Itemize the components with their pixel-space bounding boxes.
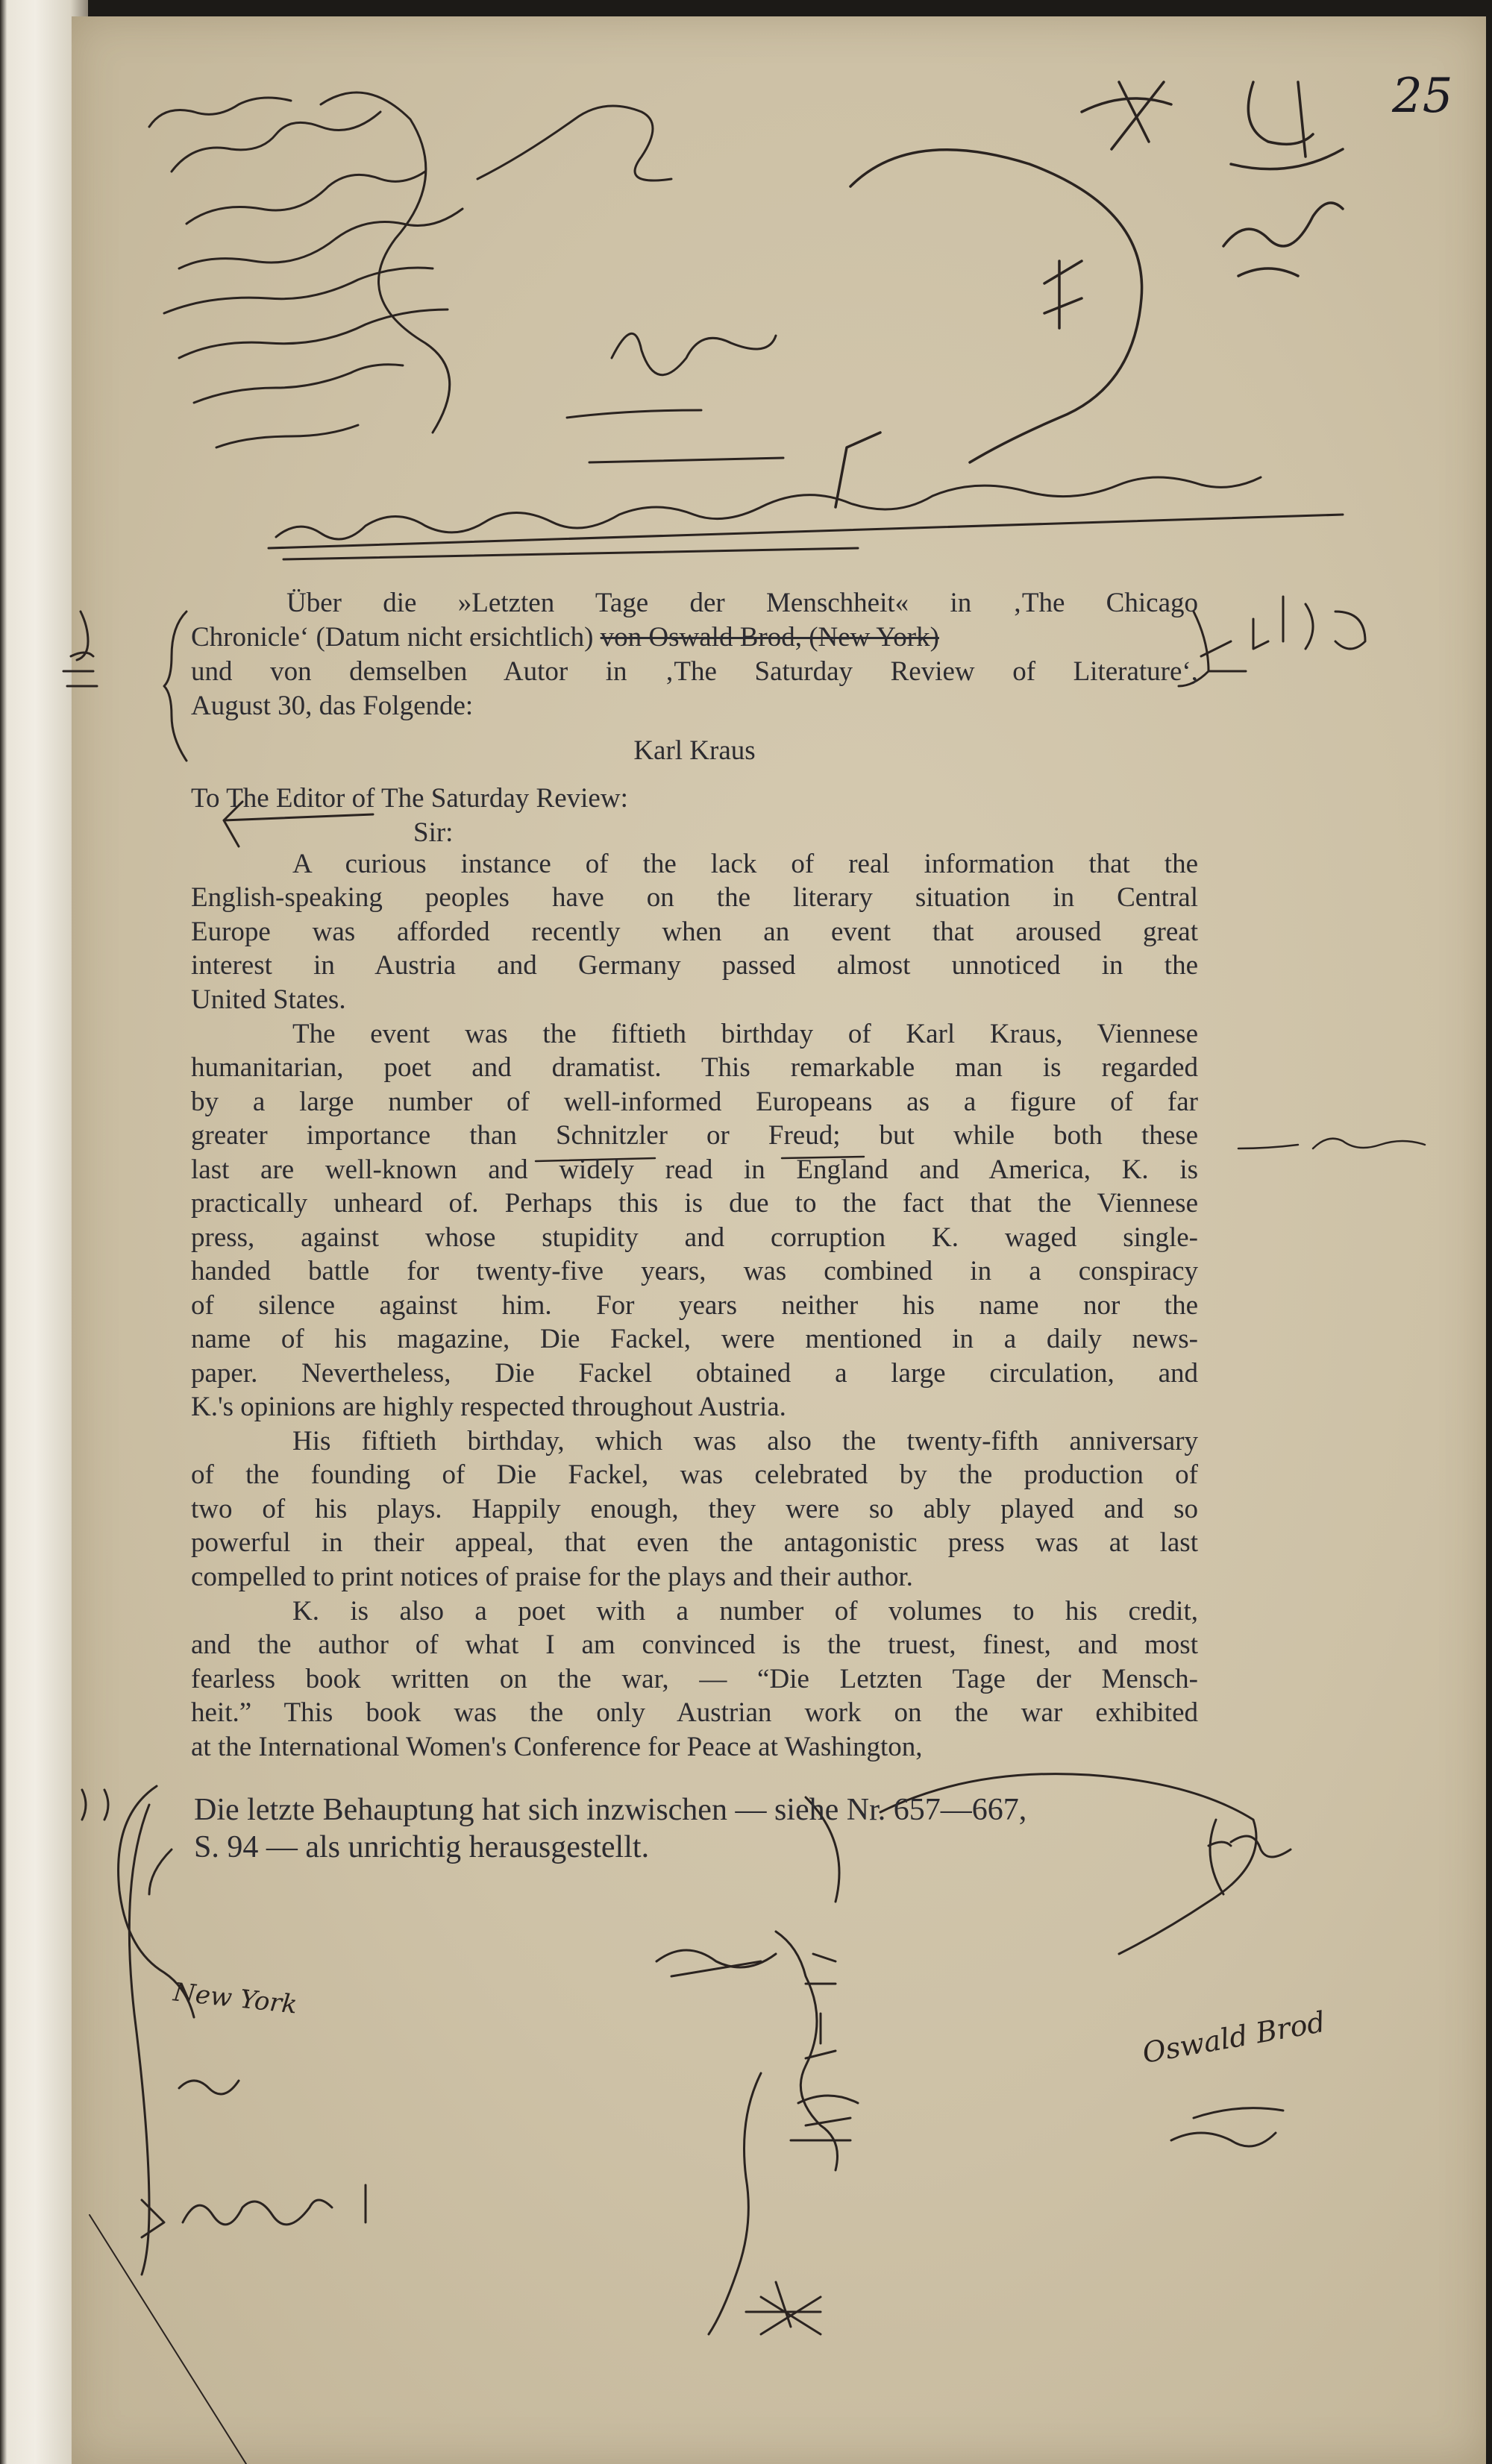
- p3-line-2: of the founding of Die Fackel, was celebrated by the production of: [191, 1459, 1198, 1490]
- heading-line-1: Über die »Letzten Tage der Menschheit« in ‚The Chicago: [286, 588, 1198, 618]
- p4-line-1: K. is also a poet with a number of volumes to his credit,: [292, 1596, 1198, 1627]
- right-margin-marks: [1179, 597, 1365, 686]
- p2-line-1: The event was the fiftieth birthday of Karl Kraus, Viennese: [292, 1019, 1198, 1049]
- handwritten-new-york: New York: [172, 1977, 299, 2020]
- scribbled-notes-top-left: [149, 92, 783, 462]
- heading-line-3: und von demselben Autor in ‚The Saturday Review of Literature‘,: [191, 656, 1198, 687]
- p3-line-3: two of his plays. Happily enough, they were so ably played and so: [191, 1494, 1198, 1524]
- handwritten-oswald-brod: Oswald Brod: [1140, 2005, 1328, 2070]
- p2-line-5: last are well-known and widely read in England and America, K. is: [191, 1154, 1198, 1185]
- p2-line-9: of silence against him. For years neither his name nor the: [191, 1290, 1198, 1321]
- p2-line-6: practically unheard of. Perhaps this is due to the fact that the Viennese: [191, 1188, 1198, 1219]
- p4-line-5: at the International Women's Conference for Peace at Washington,: [191, 1732, 923, 1762]
- page-number: 25: [1392, 69, 1453, 124]
- p2-line-3: by a large number of well-informed Europeans as a figure of far: [191, 1087, 1198, 1117]
- p1-line-4: interest in Austria and Germany passed almost unnoticed in the: [191, 950, 1198, 981]
- p2-line-4: greater importance than Schnitzler or Freud; but while both these: [191, 1120, 1198, 1151]
- p2-line-7: press, against whose stupidity and corruption K. waged single-: [191, 1222, 1198, 1253]
- heading-line-2: [191, 620, 1198, 655]
- page-fold-line: [90, 2215, 246, 2464]
- p2-line-10: name of his magazine, Die Fackel, were mentioned in a daily news-: [191, 1324, 1198, 1354]
- p1-line-3: Europe was afforded recently when an event that aroused great: [191, 917, 1198, 947]
- footnote-line-2: S. 94 — als unrichtig herausgestellt.: [194, 1830, 650, 1864]
- heading-struck-author: von Oswald Brod, (New York): [600, 622, 939, 653]
- editor-marks-top-right: [836, 82, 1343, 507]
- salutation-editor: To The Editor of The Saturday Review:: [191, 783, 628, 814]
- byline: Karl Kraus: [633, 735, 756, 766]
- p2-line-12: K.'s opinions are highly respected throughout Austria.: [191, 1392, 786, 1422]
- heading-line-4: August 30, das Folgende:: [191, 691, 474, 721]
- p3-line-4: powerful in their appeal, that even the antagonistic press was at last: [191, 1527, 1198, 1558]
- p1-line-1: A curious instance of the lack of real information that the: [292, 849, 1198, 879]
- p2-line-2: humanitarian, poet and dramatist. This remarkable man is regarded: [191, 1052, 1198, 1083]
- p1-line-2: English-speaking peoples have on the literary situation in Central: [191, 882, 1198, 913]
- p3-line-1: His fiftieth birthday, which was also the twenty-fifth anniversary: [292, 1426, 1198, 1456]
- p2-line-11: paper. Nevertheless, Die Fackel obtained a large circulation, and: [191, 1358, 1198, 1389]
- footnote-line-1: Die letzte Behauptung hat sich inzwischen — siehe Nr. 657—667,: [194, 1793, 1027, 1827]
- p4-line-2: and the author of what I am convinced is the truest, finest, and most: [191, 1629, 1198, 1660]
- footnote: [194, 1791, 1238, 1866]
- left-margin-bracket: [63, 612, 186, 761]
- p1-line-5: United States.: [191, 984, 346, 1015]
- p2-line-8: handed battle for twenty-five years, was combined in a conspiracy: [191, 1256, 1198, 1286]
- salutation-sir: Sir:: [413, 817, 454, 848]
- p4-line-4: heit.” This book was the only Austrian work on the war exhibited: [191, 1697, 1198, 1728]
- p4-line-3: fearless book written on the war, — “Die Letzten Tage der Mensch-: [191, 1664, 1198, 1694]
- p3-line-5: compelled to print notices of praise for the plays and their author.: [191, 1562, 913, 1592]
- struck-handwritten-line: [269, 477, 1343, 559]
- heading-line-2-text: Chronicle‘ (Datum nicht ersichtlich): [191, 622, 594, 653]
